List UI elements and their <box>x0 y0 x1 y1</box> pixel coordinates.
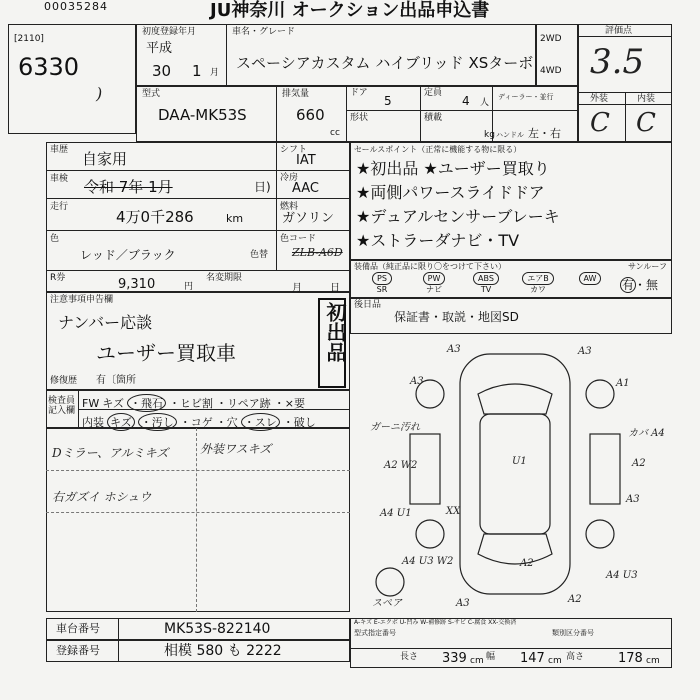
doors-value: 5 <box>384 94 392 108</box>
car-windshield <box>478 384 552 414</box>
plate-label: 登録番号 <box>56 644 100 657</box>
inspection-point: ・汚し <box>138 413 177 431</box>
grade-value: 3.5 <box>590 42 645 82</box>
equipment-item <box>414 272 454 295</box>
inspection-suffix: 日) <box>254 180 271 194</box>
grade-int-label: 内装 <box>637 94 656 104</box>
height-unit: cm <box>646 656 660 666</box>
registration-year: 30 <box>152 62 172 80</box>
load-unit: kg <box>484 130 495 140</box>
lot-number: 6330 <box>18 53 80 81</box>
remark-mid: 外装ワスキズ <box>200 442 272 456</box>
inspection-point: キズ <box>102 397 124 410</box>
model-value: DAA-MK53S <box>158 106 247 124</box>
equipment-item-bottom: カワ <box>530 285 546 294</box>
grade-ext: C <box>590 108 610 138</box>
damage-label: A3 <box>456 598 470 609</box>
remark-left-2: 右ガズイ ホシュウ <box>52 490 152 504</box>
capacity-value: 4 <box>462 94 470 108</box>
damage-label: A3 <box>578 346 592 357</box>
chassis-label: 車台番号 <box>56 622 100 635</box>
use-label: 車歴 <box>50 145 69 155</box>
color-value: レッド／ブラック <box>80 248 176 262</box>
accessories-label: 後日品 <box>354 300 382 310</box>
equipment-item <box>466 272 506 295</box>
load-label: 積載 <box>424 113 443 123</box>
sales-point-1: ★初出品 ★ユーザー買取り <box>356 159 550 178</box>
spec-code: A-キズ E-エクボ U-凹み W-補修跡 S-サビ C-腐食 XX-交換済 <box>354 619 517 626</box>
inspection-point: ・穴 <box>215 416 238 429</box>
damage-label: U1 <box>512 456 527 467</box>
color-change-label: 色替 <box>250 250 269 260</box>
width-value: 147 <box>520 651 545 666</box>
chassis-value: MK53S-822140 <box>164 621 271 637</box>
damage-label: A3 <box>447 344 461 355</box>
sunroof-value: 有・無 <box>622 278 659 292</box>
wheel-rear-right <box>586 520 614 548</box>
width-label: 幅 <box>486 652 496 662</box>
handle-value: 左・右 <box>528 127 561 140</box>
cc-value: 660 <box>296 106 325 124</box>
damage-label: A4 U3 <box>606 570 638 581</box>
inspection-point: ・リペア跡 <box>216 397 271 410</box>
recycle-value: 9,310 <box>118 277 156 292</box>
ac-value: AAC <box>292 181 319 196</box>
equipment-item <box>362 272 402 295</box>
color-code-label: 色コード <box>280 234 317 244</box>
car-rear-window <box>478 534 552 564</box>
capacity-unit: 人 <box>480 98 490 108</box>
spec-label1: 型式指定番号 <box>354 629 396 637</box>
length-label: 長さ <box>400 652 419 662</box>
repair-value: 有〔箇所 <box>96 375 136 386</box>
dealer-label: ディーラー・並行 <box>498 93 554 101</box>
damage-label: A2 W2 <box>384 460 418 471</box>
color-label: 色 <box>50 234 60 244</box>
inspection-point: ・飛石 <box>127 394 166 412</box>
plate-value: 相模 580 も 2222 <box>164 643 282 659</box>
equipment-item-top: エアB <box>522 272 554 285</box>
damage-label: A4 U3 W2 <box>402 556 454 567</box>
capacity-label: 定員 <box>424 88 443 98</box>
fuel-value: ガソリン <box>282 211 335 226</box>
recycle-label: R券 <box>50 273 66 283</box>
height-label: 高さ <box>566 652 585 662</box>
drive-2wd: 2WD <box>540 34 562 44</box>
deadline-day: 日 <box>330 283 340 294</box>
mileage-label: 走行 <box>50 202 69 212</box>
inspection-point: FW <box>82 397 100 410</box>
equipment-item-top: PS <box>372 272 392 285</box>
deadline-label: 名変期限 <box>206 273 243 283</box>
ac-label: 冷房 <box>280 173 299 183</box>
vehicle-name-label: 車名・グレード <box>232 27 296 37</box>
handle-label: ハンドル <box>496 131 524 139</box>
width-unit: cm <box>548 656 562 666</box>
registration-era: 平成 <box>146 41 173 56</box>
damage-label: XX <box>446 506 461 517</box>
page-title: JU神奈川 オークション出品申込書 <box>210 0 490 21</box>
deadline-month: 月 <box>292 283 302 294</box>
sales-point-2: ★両側パワースライドドア <box>356 183 545 202</box>
lot-code: [2110] <box>14 34 44 44</box>
registration-label: 初度登録年月 <box>142 27 197 37</box>
equipment-item-top: PW <box>423 272 446 285</box>
inspection-point: キズ <box>107 413 135 431</box>
inspection-point: ・破し <box>282 416 316 429</box>
lot-mark: ) <box>96 84 103 103</box>
inspection-point: ・ヒビ割 <box>169 397 213 410</box>
equipment-label: 装備品（純正品に限り〇をつけて下さい） <box>354 262 506 271</box>
equipment-item-bottom: SR <box>376 285 388 294</box>
equipment-item-top: AW <box>579 272 602 285</box>
length-unit: cm <box>470 656 484 666</box>
drive-4wd: 4WD <box>540 66 562 76</box>
grade-label: 評価点 <box>605 26 633 36</box>
damage-label: スペア <box>372 598 402 609</box>
fuel-label: 燃料 <box>280 202 299 212</box>
length-value: 339 <box>442 651 467 666</box>
vehicle-name: スペーシアカスタム ハイブリッド XSターボ <box>236 54 534 72</box>
mileage-value: 4万0千286 <box>116 208 194 226</box>
inspection-point: 内装 <box>82 416 104 429</box>
damage-label: A3 <box>626 494 640 505</box>
remark-left-1: Dミラー、アルミキズ <box>52 446 169 460</box>
sales-points-label: セールスポイント（正常に機能する物に限る） <box>354 145 522 154</box>
equipment-item-bottom: TV <box>480 285 492 294</box>
shift-value: IAT <box>296 153 316 168</box>
spec-label2: 類別区分番号 <box>552 629 594 637</box>
grade-int: C <box>636 108 656 138</box>
registration-month: 1 <box>192 62 202 80</box>
cc-unit: cc <box>330 128 340 138</box>
recycle-unit: 円 <box>184 282 194 292</box>
equipment-item-top: ABS <box>473 272 499 285</box>
sunroof-label: サンルーフ <box>628 262 667 271</box>
height-value: 178 <box>618 651 643 666</box>
equipment-item-bottom: ナビ <box>426 285 442 294</box>
registration-month-unit: 月 <box>210 68 220 78</box>
damage-label: A2 <box>632 458 646 469</box>
damage-label: ガーニ汚れ <box>370 422 420 433</box>
first-listing-stamp: 初出品 <box>318 298 346 388</box>
repair-label: 修復歴 <box>50 376 78 386</box>
notes-line1: ナンバー応談 <box>58 313 153 332</box>
damage-label: A1 <box>616 378 630 389</box>
notes-line2: ユーザー買取車 <box>96 341 236 365</box>
damage-label: A2 <box>568 594 582 605</box>
shift-label: シフト <box>280 145 308 155</box>
damage-label: A2 <box>520 558 534 569</box>
inspector-label: 検査員 記入欄 <box>48 396 76 416</box>
mileage-unit: km <box>226 212 244 225</box>
notes-label: 注意事項申告欄 <box>50 295 114 305</box>
car-roof <box>480 414 550 534</box>
inspection-point: ・スレ <box>241 413 280 431</box>
inspection-value: 令和 7年 1月 <box>84 178 173 196</box>
sales-point-4: ★ストラーダナビ・TV <box>356 231 520 250</box>
side-right <box>590 434 620 504</box>
wheel-front-right <box>586 380 614 408</box>
inspection-label: 車検 <box>50 174 69 184</box>
inspection-point: ・×要 <box>273 397 305 410</box>
sales-point-3: ★デュアルセンサーブレーキ <box>356 207 560 226</box>
wheel-rear-left <box>416 520 444 548</box>
car-body-outline <box>460 354 570 594</box>
cc-label: 排気量 <box>282 89 310 99</box>
grade-ext-label: 外装 <box>590 94 609 104</box>
accessories-value: 保証書・取説・地図SD <box>394 310 519 324</box>
damage-label: A4 U1 <box>380 508 412 519</box>
equipment-item <box>518 272 558 295</box>
damage-label: カバ A4 <box>628 428 665 439</box>
model-label: 型式 <box>142 89 161 99</box>
damage-label: A3 <box>410 376 424 387</box>
use-value: 自家用 <box>82 150 128 168</box>
shape-label: 形状 <box>350 113 369 123</box>
equipment-item <box>570 272 610 285</box>
color-code-value: ZLB-A6D <box>292 246 343 259</box>
doc-number: 00035284 <box>44 0 108 13</box>
inspection-point: ・コゲ <box>179 416 213 429</box>
spare-tire <box>376 568 404 596</box>
doors-label: ドア <box>350 88 368 98</box>
